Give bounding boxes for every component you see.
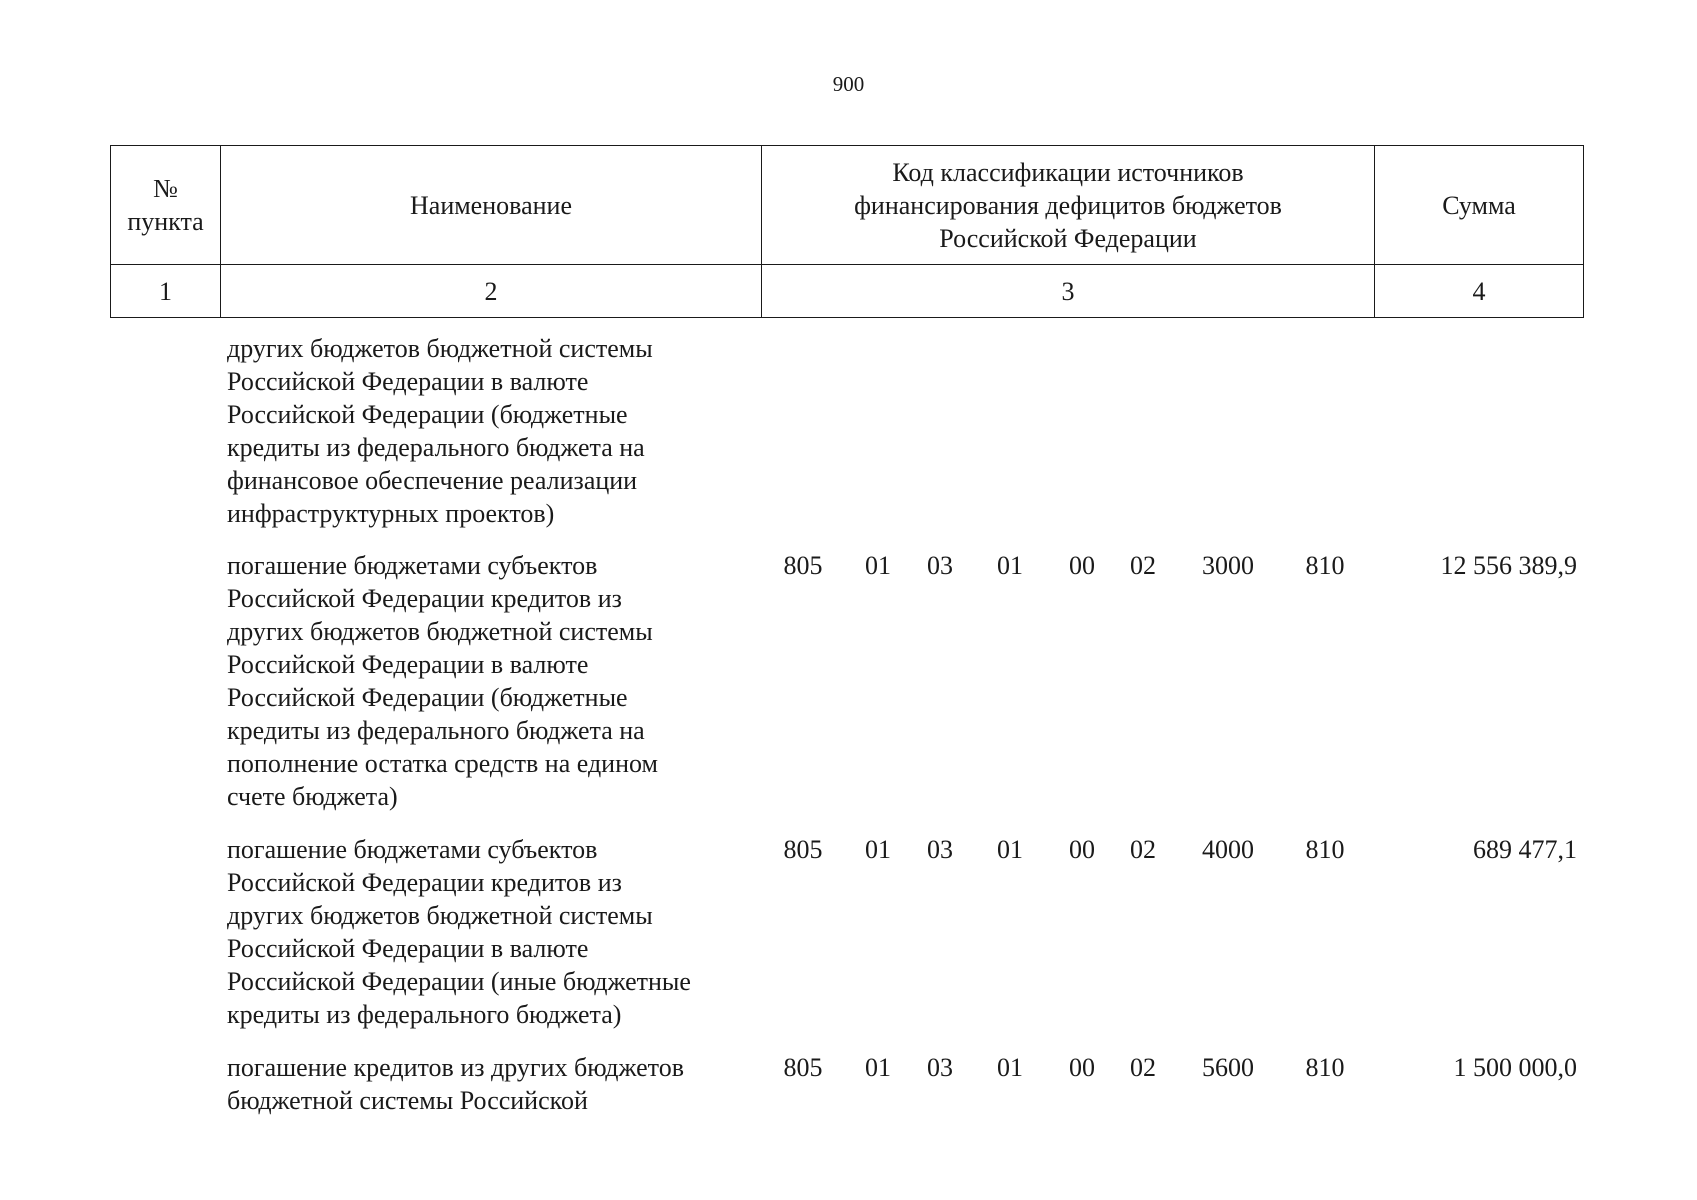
code-element: 02	[1130, 835, 1156, 864]
code-subgroup: 03	[927, 551, 953, 580]
column-number-row	[111, 265, 1584, 318]
code-admin: 805	[783, 551, 823, 580]
row-name: погашение бюджетами субъектов Российской Федерации кредитов из других бюджетов бюджетной системы Российской Федерации в валюте Российской Федерации (иные бюджетные кредиты из федерального бюджета)	[227, 835, 691, 1029]
header-sum: Сумма	[1375, 146, 1584, 265]
header-classification-code: Код классификации источников финансирования дефицитов бюджетов Российской Федерации	[762, 146, 1375, 265]
row-sum: 12 556 389,9	[1440, 551, 1577, 580]
row-name: погашение бюджетами субъектов Российской Федерации кредитов из других бюджетов бюджетной системы Российской Федерации в валюте Российской Федерации (бюджетные кредиты из федерального бюджета на пополнение остатка средств на едином счете бюджета)	[227, 551, 658, 811]
code-admin: 805	[783, 1053, 823, 1082]
code-article: 01	[997, 1053, 1023, 1082]
code-subgroup: 03	[927, 1053, 953, 1082]
code-program: 4000	[1202, 835, 1254, 864]
code-program: 5600	[1202, 1053, 1254, 1082]
column-number-3: 3	[762, 265, 1375, 318]
code-economic: 810	[1305, 551, 1345, 580]
code-element: 02	[1130, 551, 1156, 580]
row-sum: 1 500 000,0	[1453, 1053, 1577, 1082]
table-header	[110, 145, 1584, 318]
code-group: 01	[865, 1053, 891, 1082]
code-economic: 810	[1305, 1053, 1345, 1082]
code-group: 01	[865, 835, 891, 864]
code-subarticle: 00	[1069, 1053, 1095, 1082]
column-number-1: 1	[111, 265, 221, 318]
column-number-4: 4	[1375, 265, 1584, 318]
page-number: 900	[832, 72, 865, 96]
code-economic: 810	[1305, 835, 1345, 864]
row-sum: 689 477,1	[1473, 835, 1577, 864]
code-article: 01	[997, 551, 1023, 580]
code-article: 01	[997, 835, 1023, 864]
header-row	[111, 146, 1584, 265]
code-subarticle: 00	[1069, 835, 1095, 864]
code-element: 02	[1130, 1053, 1156, 1082]
code-program: 3000	[1202, 551, 1254, 580]
code-group: 01	[865, 551, 891, 580]
header-name: Наименование	[221, 146, 762, 265]
column-number-2: 2	[221, 265, 762, 318]
row-name: погашение кредитов из других бюджетов бюджетной системы Российской	[227, 1053, 684, 1115]
code-admin: 805	[783, 835, 823, 864]
code-subarticle: 00	[1069, 551, 1095, 580]
code-subgroup: 03	[927, 835, 953, 864]
row-name: других бюджетов бюджетной системы Российской Федерации в валюте Российской Федерации (бюджетные кредиты из федерального бюджета на финансовое обеспечение реализации инфраструктурных проектов)	[227, 334, 653, 528]
header-item-number: № пункта	[111, 146, 221, 265]
